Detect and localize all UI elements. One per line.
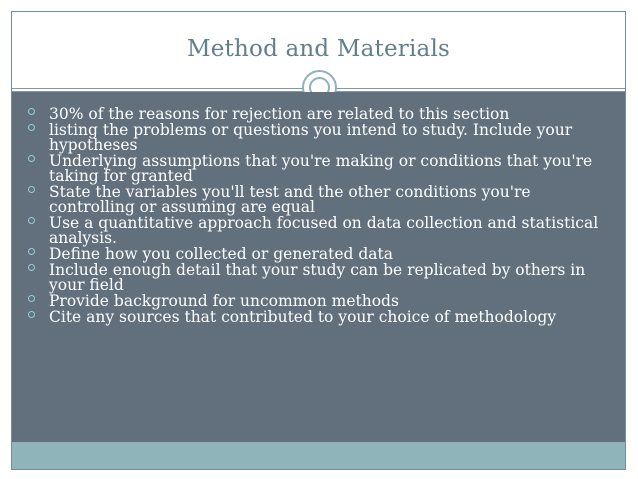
bullet-text: Include enough detail that your study can be replicated by others in your field [49,261,586,294]
bullet-text: Define how you collected or generated data [49,245,394,263]
footer-band [12,442,625,469]
bullet-text: Cite any sources that contributed to your choice of methodology [49,308,557,326]
circle-bullet-icon [28,124,35,131]
bullet-item [22,247,620,262]
bullet-item [22,123,620,153]
bullet-text: 30% of the reasons for rejection are related to this section [49,105,510,123]
bullet-text: listing the problems or questions you intend to study. Include your hypotheses [49,121,573,154]
circle-bullet-icon [28,186,35,193]
bullet-item [22,185,620,215]
circle-bullet-icon [28,217,35,224]
circle-bullet-icon [28,264,35,271]
circle-bullet-icon [28,248,35,255]
slide-title: Method and Materials [187,36,450,62]
bullet-list [22,107,620,326]
bullet-text: State the variables you'll test and the other conditions you're controlling or assuming are equal [49,183,531,216]
circle-bullet-icon [28,295,35,302]
bullet-item [22,154,620,184]
bullet-item [22,310,620,325]
circle-bullet-icon [28,311,35,318]
bullet-text: Use a quantitative approach focused on data collection and statistical analysis. [49,214,599,247]
bullet-text: Provide background for uncommon methods [49,292,399,310]
bullet-item [22,263,620,293]
bullet-text: Underlying assumptions that you're making or conditions that you're taking for granted [49,152,593,185]
circle-bullet-icon [28,155,35,162]
bullet-item [22,107,620,122]
bullet-item [22,294,620,309]
content-panel [12,92,625,442]
circle-bullet-icon [28,108,35,115]
bullet-item [22,216,620,246]
